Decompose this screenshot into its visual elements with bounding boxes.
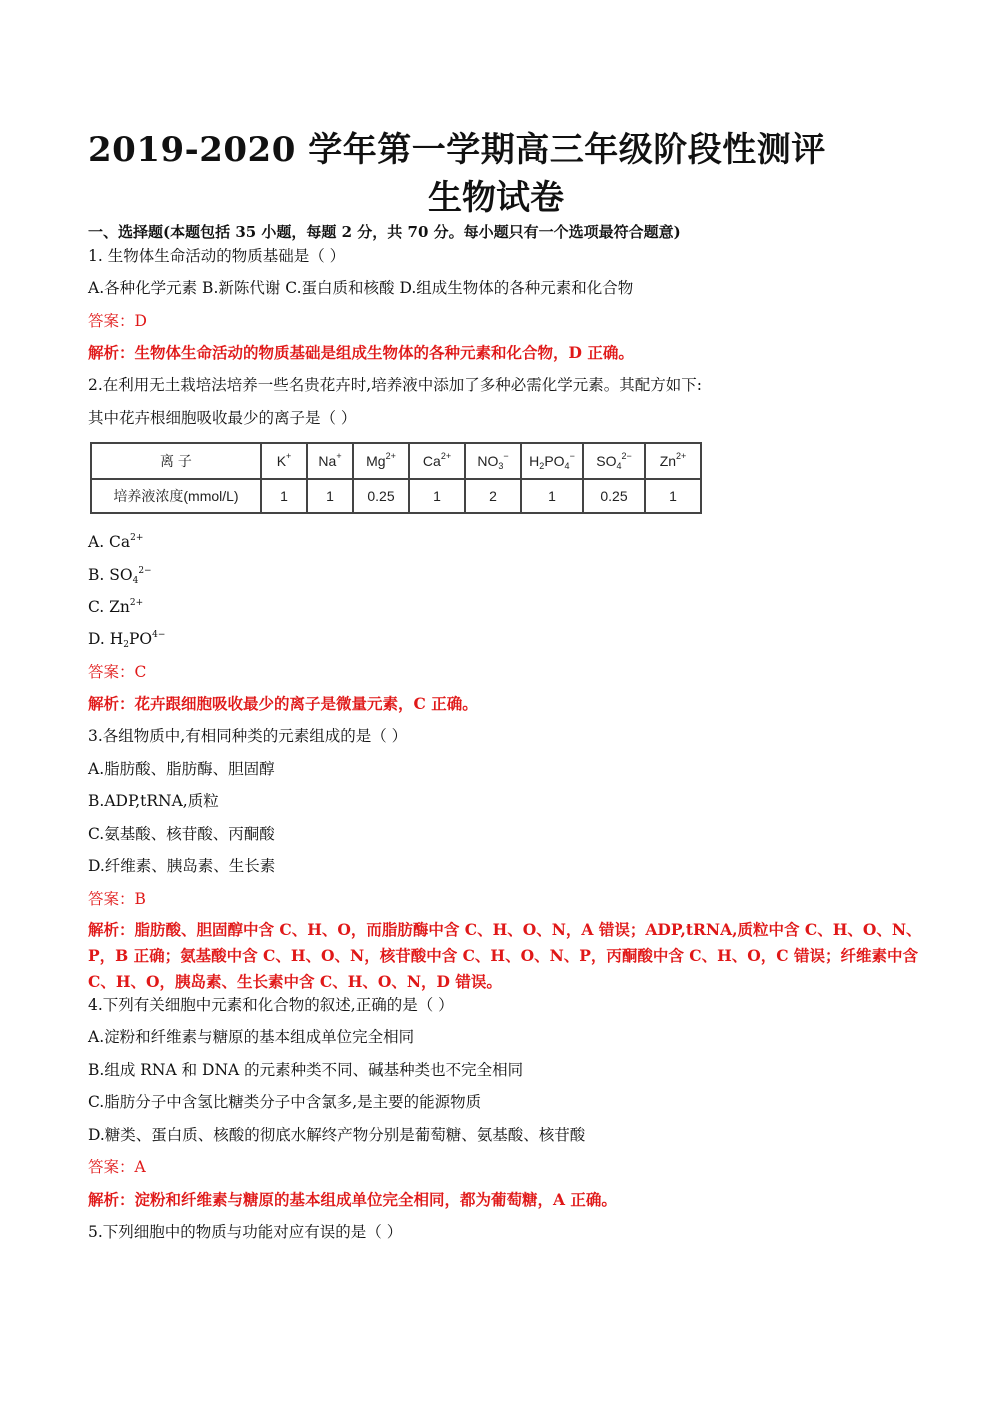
q3-answer: 答案：B bbox=[88, 890, 146, 908]
q4-analysis: 解析：淀粉和纤维素与糖原的基本组成单位完全相同，都为葡萄糖，A 正确。 bbox=[88, 1190, 617, 1209]
q1-stem: 1. 生物体生命活动的物质基础是（ ） bbox=[88, 247, 346, 265]
q2-option-a: A. $Ca^{2+}$ bbox=[88, 533, 144, 551]
q4-stem: 4.下列有关细胞中元素和化合物的叙述,正确的是（ ） bbox=[88, 996, 454, 1014]
q3-option-a: A.脂肪酸、脂肪酶、胆固醇 bbox=[88, 760, 275, 778]
q5-stem: 5.下列细胞中的物质与功能对应有误的是（ ） bbox=[88, 1223, 403, 1241]
ion-mg: $Mg^{2+}$ bbox=[353, 443, 409, 479]
q2-option-d: D. $H_2PO^{4-}$ bbox=[88, 630, 166, 650]
q3-option-d: D.纤维素、胰岛素、生长素 bbox=[88, 857, 276, 875]
ion-k: K+ bbox=[261, 443, 307, 479]
q3-option-c: C.氨基酸、核苷酸、丙酮酸 bbox=[88, 825, 275, 843]
q1-analysis: 解析：生物体生命活动的物质基础是组成生物体的各种元素和化合物，D 正确。 bbox=[88, 343, 634, 362]
q4-option-a: A.淀粉和纤维素与糖原的基本组成单位完全相同 bbox=[88, 1028, 415, 1046]
ion-concentration-table bbox=[90, 442, 702, 514]
q4-option-b: B.组成 RNA 和 DNA 的元素种类不同、碱基种类也不完全相同 bbox=[88, 1061, 524, 1079]
q2-stem: 2.在利用无土栽培法培养一些名贵花卉时,培养液中添加了多种必需化学元素。其配方如下: bbox=[88, 376, 702, 394]
table-cell: 2 bbox=[465, 479, 521, 513]
exam-title: 2019-2020 学年第一学期高三年级阶段性测评 bbox=[88, 130, 826, 170]
q4-option-c: C.脂肪分子中含氢比糖类分子中含氯多,是主要的能源物质 bbox=[88, 1093, 482, 1111]
table-cell: 1 bbox=[409, 479, 465, 513]
q1-answer: 答案：D bbox=[88, 312, 147, 330]
table-cell: 0.25 bbox=[583, 479, 645, 513]
q2-option-c: C. $Zn^{2+}$ bbox=[88, 598, 144, 616]
table-cell: 1 bbox=[307, 479, 353, 513]
ion-no3: $NO_3^-$ bbox=[465, 443, 521, 479]
table-row-concentration bbox=[91, 479, 701, 513]
table-row-label: 离 子 bbox=[91, 443, 261, 479]
table-row-ions bbox=[91, 443, 701, 479]
q2-answer: 答案：C bbox=[88, 663, 147, 681]
ion-zn: $Zn^{2+}$ bbox=[645, 443, 701, 479]
section-heading: 一、选择题(本题包括 35 小题，每题 2 分，共 70 分。每小题只有一个选项最符合题意) bbox=[88, 223, 681, 241]
q2-stem-question: 其中花卉根细胞吸收最少的离子是（ ） bbox=[88, 409, 357, 427]
q2-analysis: 解析：花卉跟细胞吸收最少的离子是微量元素，C 正确。 bbox=[88, 694, 478, 713]
ion-so4: $SO_4^{2-}$ bbox=[583, 443, 645, 479]
q4-answer: 答案：A bbox=[88, 1158, 146, 1176]
exam-subtitle: 生物试卷 bbox=[428, 178, 564, 218]
q3-option-b: B.ADP,tRNA,质粒 bbox=[88, 792, 219, 810]
table-cell: 0.25 bbox=[353, 479, 409, 513]
ion-na: Na+ bbox=[307, 443, 353, 479]
table-cell: 1 bbox=[645, 479, 701, 513]
ion-ca: $Ca^{2+}$ bbox=[409, 443, 465, 479]
q2-option-b: B. $SO_4^{2-}$ bbox=[88, 566, 152, 586]
table-row-label: 培养液浓度(mmol/L) bbox=[91, 479, 261, 513]
q4-option-d: D.糖类、蛋白质、核酸的彻底水解终产物分别是葡萄糖、氨基酸、核苷酸 bbox=[88, 1126, 586, 1144]
ion-h2po4: $H_2PO_4^-$ bbox=[521, 443, 583, 479]
q3-stem: 3.各组物质中,有相同种类的元素组成的是（ ） bbox=[88, 727, 408, 745]
table-cell: 1 bbox=[261, 479, 307, 513]
q1-options: A.各种化学元素 B.新陈代谢 C.蛋白质和核酸 D.组成生物体的各种元素和化合物 bbox=[88, 279, 634, 297]
q3-analysis: 解析：脂肪酸、胆固醇中含 C、H、O，而脂肪酶中含 C、H、O、N，A 错误；ADP,tRNA,质粒中含 C、H、O、N、P，B 正确；氨基酸中含 C、H、O、N，核苷酸中含 C、H、O、N、P，丙酮酸中含 C、H、O，C 错误；纤维素中含 C、H、O，胰岛素、生长素中含 C、H、O、N，D 错误。 bbox=[88, 920, 922, 991]
table-cell: 1 bbox=[521, 479, 583, 513]
